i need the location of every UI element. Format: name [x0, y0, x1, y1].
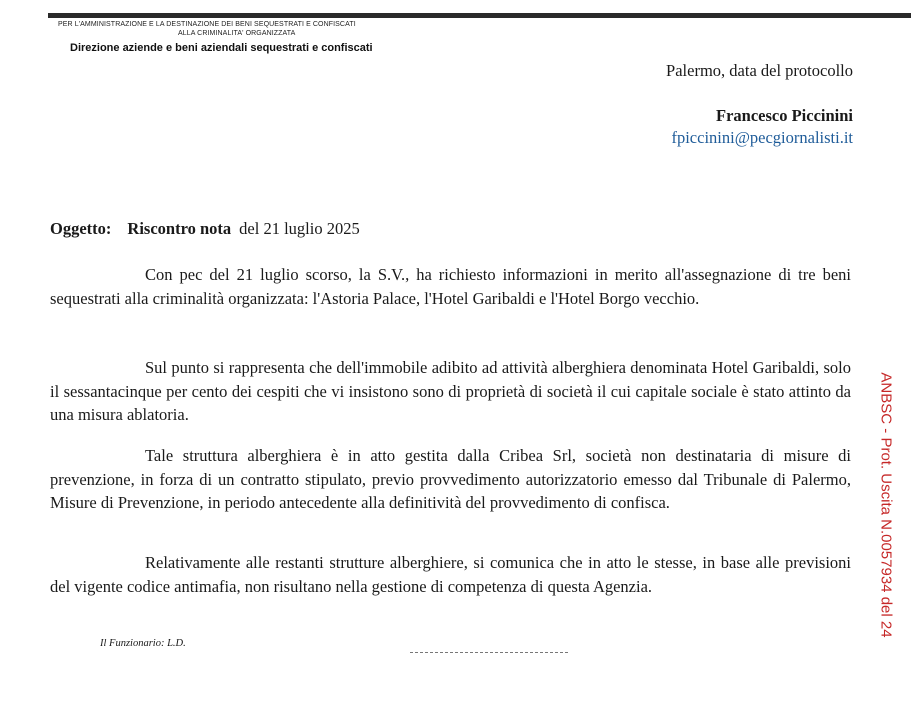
- header-rule: [48, 13, 911, 18]
- place-date: Palermo, data del protocollo: [666, 61, 853, 80]
- signature-dash-line: [410, 652, 568, 653]
- subject-label: Oggetto:: [50, 219, 112, 238]
- signature-note: Il Funzionario: L.D.: [100, 638, 186, 649]
- agency-name-line2: ALLA CRIMINALITA' ORGANIZZATA: [178, 30, 296, 37]
- protocol-stamp: ANBSC - Prot. Uscita N.0057934 del 24: [877, 372, 895, 638]
- recipient-name: Francesco Piccinini: [715, 106, 853, 125]
- subject-title: Riscontro nota: [127, 219, 232, 238]
- subject-date: del 21 luglio 2025: [239, 219, 360, 238]
- body-paragraph: Sul punto si rappresenta che dell'immobile adibito ad attività alberghiera denominata Hotel Garibaldi, solo il sessantacinque per cento dei cespiti che vi insistono sono di proprietà di società il cui capitale sociale è stato attinto da una misura ablatoria.: [50, 358, 851, 424]
- body-paragraph: Con pec del 21 luglio scorso, la S.V., ha richiesto informazioni in merito all'assegnazione di tre beni sequestrati alla criminalità organizzata: l'Astoria Palace, l'Hotel Garibaldi e l'Hotel Borgo vecchio.: [50, 265, 851, 308]
- subject-line: [50, 219, 360, 239]
- recipient-email-link[interactable]: fpiccinini@pecgiornalisti.it: [671, 128, 853, 147]
- agency-name-line1: PER L'AMMINISTRAZIONE E LA DESTINAZIONE DEI BENI SEQUESTRATI E CONFISCATI: [58, 21, 356, 28]
- body-paragraph: Relativamente alle restanti strutture alberghiere, si comunica che in atto le stesse, in base alle previsioni del vigente codice antimafia, non risultano nella gestione di competenza di questa Agenzia.: [50, 553, 851, 596]
- body-paragraph: Tale struttura alberghiera è in atto gestita dalla Cribea Srl, società non destinataria di misure di prevenzione, in forza di un contratto stipulato, previo provvedimento autorizzatorio emesso dal Tribunale di Palermo, Misure di Prevenzione, in periodo antecedente alla definitività del provvedimento di confisca.: [50, 446, 851, 512]
- directorate-title: Direzione aziende e beni aziendali sequestrati e confiscati: [70, 42, 373, 54]
